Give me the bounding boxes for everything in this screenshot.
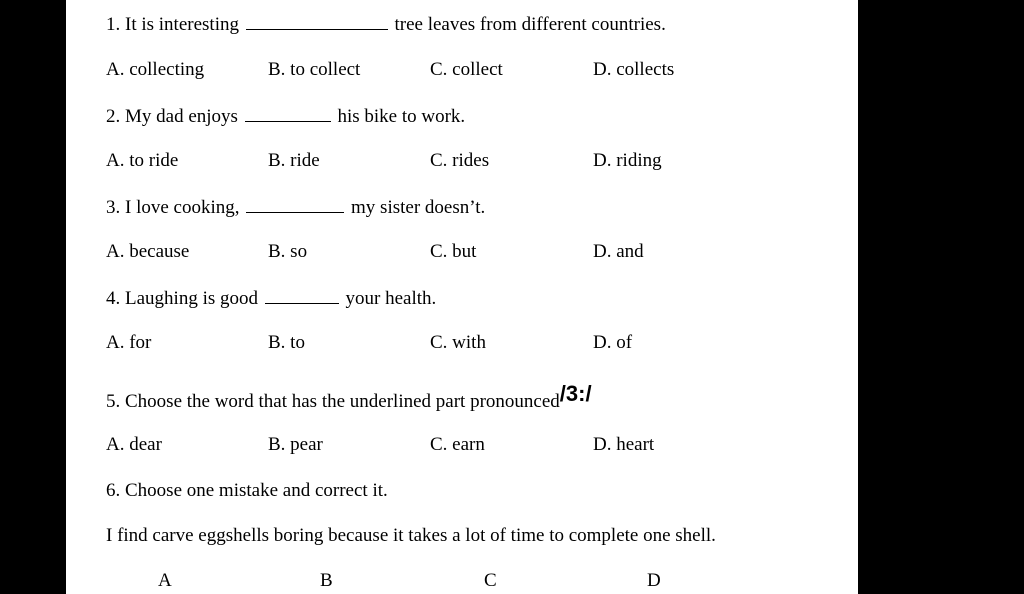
question-3-blank [246, 195, 344, 213]
question-6-stem: 6. Choose one mistake and correct it. [106, 480, 388, 501]
question-2-option-a[interactable]: A. to ride [106, 150, 179, 171]
question-6-option-c[interactable]: C [484, 570, 497, 591]
question-1-option-b[interactable]: B. to collect [268, 59, 361, 80]
question-2-option-b[interactable]: B. ride [268, 150, 320, 171]
question-3-stem [106, 195, 485, 220]
question-1-text-before: 1. It is interesting [106, 14, 239, 35]
question-4-option-d[interactable]: D. of [593, 332, 633, 353]
question-4-option-a[interactable]: A. for [106, 332, 152, 353]
question-5-option-a[interactable]: A. dear [106, 434, 162, 455]
question-5-stem [106, 381, 592, 414]
question-6-option-a[interactable]: A [158, 570, 172, 591]
question-2-blank [245, 104, 331, 122]
question-2-text-after: his bike to work. [337, 106, 466, 127]
question-2-stem [106, 104, 465, 129]
question-4-blank [265, 286, 339, 304]
question-4-option-b[interactable]: B. to [268, 332, 305, 353]
question-4-text-after: your health. [345, 288, 437, 309]
question-1-stem [106, 12, 666, 37]
question-1-option-d[interactable]: D. collects [593, 59, 675, 80]
question-3-option-c[interactable]: C. but [430, 241, 477, 262]
question-3-option-d[interactable]: D. and [593, 241, 644, 262]
question-1-text-after: tree leaves from different countries. [394, 14, 666, 35]
question-5-option-b[interactable]: B. pear [268, 434, 323, 455]
question-2-text-before: 2. My dad enjoys [106, 106, 238, 127]
question-3-text-after: my sister doesn’t. [351, 197, 486, 218]
worksheet-page [66, 0, 858, 594]
question-4-stem [106, 286, 436, 311]
question-5-phonetic: /3:/ [559, 381, 592, 406]
question-5-option-d[interactable]: D. heart [593, 434, 655, 455]
question-5-text: 5. Choose the word that has the underlined part pronounced [106, 391, 560, 412]
question-1-option-a[interactable]: A. collecting [106, 59, 205, 80]
question-6-option-d[interactable]: D [647, 570, 661, 591]
question-3-option-a[interactable]: A. because [106, 241, 190, 262]
question-3-option-b[interactable]: B. so [268, 241, 308, 262]
question-2-option-d[interactable]: D. riding [593, 150, 662, 171]
question-5-option-c[interactable]: C. earn [430, 434, 485, 455]
question-6-sentence: I find carve eggshells boring because it takes a lot of time to complete one shell. [106, 525, 716, 546]
question-1-blank [246, 12, 388, 30]
question-1-option-c[interactable]: C. collect [430, 59, 503, 80]
question-2-option-c[interactable]: C. rides [430, 150, 490, 171]
question-3-text-before: 3. I love cooking, [106, 197, 240, 218]
question-4-text-before: 4. Laughing is good [106, 288, 258, 309]
question-6-option-b[interactable]: B [320, 570, 333, 591]
question-4-option-c[interactable]: C. with [430, 332, 486, 353]
